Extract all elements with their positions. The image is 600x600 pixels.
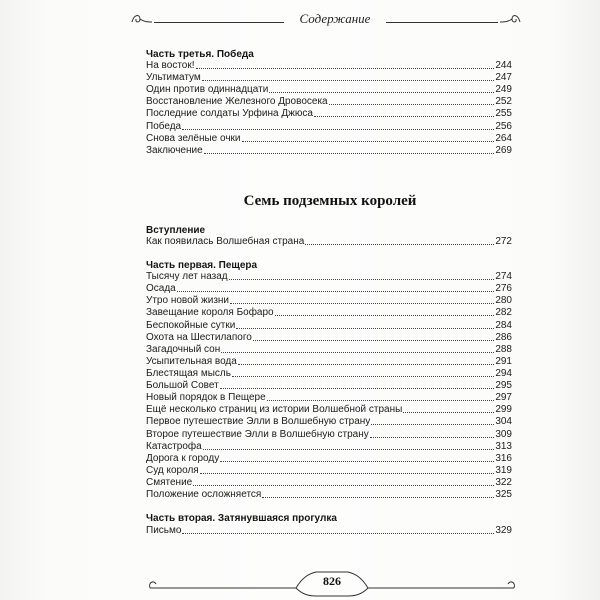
toc-entry[interactable]: Положение осложняется 325 — [146, 489, 512, 500]
toc-entry[interactable]: На восток! 244 — [146, 60, 512, 71]
toc-entry[interactable]: Последние солдаты Урфина Джюса 255 — [146, 108, 512, 119]
toc-entry[interactable]: Осада 276 — [146, 283, 512, 294]
toc-entry[interactable]: Большой Совет 295 — [146, 380, 512, 391]
header-rule-left — [154, 22, 284, 23]
toc-entry[interactable]: Заключение 269 — [146, 145, 512, 156]
toc-entry[interactable]: Снова зелёные очки 264 — [146, 133, 512, 144]
toc-entry[interactable]: Загадочный сон 288 — [146, 344, 512, 355]
flourish-left-icon — [130, 12, 152, 26]
book-title: Семь подземных королей — [243, 193, 417, 209]
toc-entry[interactable]: Один против одиннадцати 249 — [146, 84, 512, 95]
page-header — [130, 8, 520, 30]
toc-entry[interactable]: Завещание короля Бофаро 282 — [146, 307, 512, 318]
header-title: Содержание — [299, 11, 371, 26]
header-rule-right — [386, 22, 498, 23]
toc-entry[interactable]: Дорога к городу 316 — [146, 453, 512, 464]
toc-entry[interactable]: Усыпительная вода 291 — [146, 356, 512, 367]
toc-entry[interactable]: Письмо 329 — [146, 525, 512, 536]
toc-entry[interactable]: Смятение 322 — [146, 477, 512, 488]
toc-entry[interactable]: Ещё несколько страниц из истории Волшебной страны 299 — [146, 404, 512, 415]
toc-entry[interactable]: Утро новой жизни 280 — [146, 295, 512, 306]
toc-entry[interactable]: Первое путешествие Элли в Волшебную страну 304 — [146, 416, 512, 427]
part3-heading: Часть третья. Победа — [146, 49, 254, 60]
flourish-right-icon — [500, 12, 522, 26]
toc-entry[interactable]: Ультиматум 247 — [146, 72, 512, 83]
intro-heading: Вступление — [146, 225, 206, 236]
toc-entry[interactable]: Суд короля 319 — [146, 465, 512, 476]
page-footer — [146, 566, 518, 600]
toc-entry[interactable]: Как появилась Волшебная страна 272 — [146, 236, 512, 247]
toc-entry[interactable]: Восстановление Железного Дровосека 252 — [146, 96, 512, 107]
toc-entry[interactable]: Новый порядок в Пещере 297 — [146, 392, 512, 403]
toc-entry[interactable]: Катастрофа 313 — [146, 441, 512, 452]
toc-entry[interactable]: Победа 256 — [146, 121, 512, 132]
toc-entry[interactable]: Второе путешествие Элли в Волшебную страну 309 — [146, 429, 512, 440]
toc-entry[interactable]: Тысячу лет назад 274 — [146, 271, 512, 282]
part2-heading: Часть вторая. Затянувшаяся прогулка — [146, 513, 337, 524]
part1-heading: Часть первая. Пещера — [146, 260, 258, 271]
toc-entry[interactable]: Охота на Шестилапого 286 — [146, 332, 512, 343]
toc-entry[interactable]: Беспокойные сутки 284 — [146, 320, 512, 331]
toc-entry[interactable]: Блестящая мысль 294 — [146, 368, 512, 379]
page-number: 826 — [323, 574, 341, 588]
